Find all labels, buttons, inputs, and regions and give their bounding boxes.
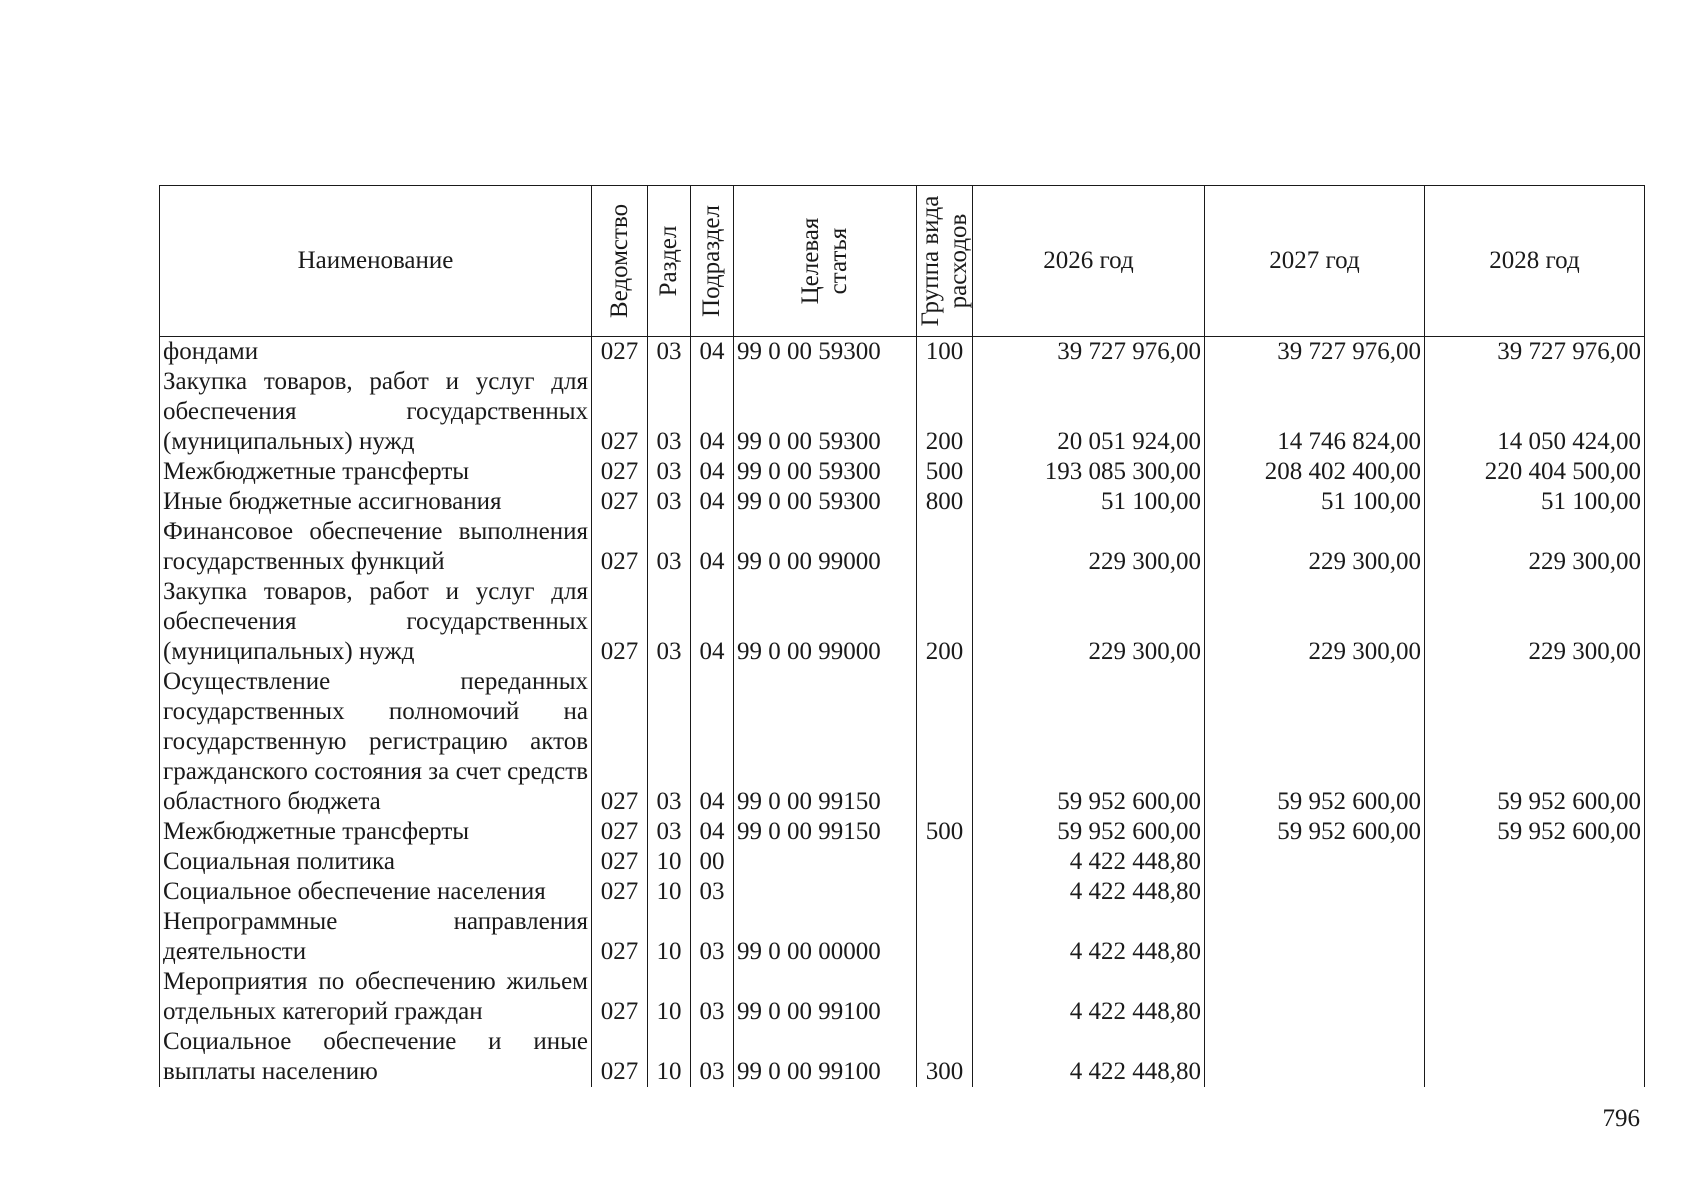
cell-2027: 229 300,00: [1205, 517, 1425, 577]
cell-vedomstvo: 027: [592, 1027, 648, 1087]
cell-2028: 229 300,00: [1425, 577, 1645, 667]
cell-2027: [1205, 877, 1425, 907]
cell-razdel: 03: [648, 367, 691, 457]
budget-table: [159, 185, 1645, 1087]
cell-podrazdel: 03: [691, 877, 734, 907]
cell-gruppa: [917, 667, 973, 817]
header-podrazdel-label: Подраздел: [698, 205, 725, 317]
cell-podrazdel: 04: [691, 487, 734, 517]
cell-tselevaya-statya: [734, 877, 917, 907]
cell-2026: 4 422 448,80: [973, 847, 1205, 877]
cell-gruppa: 200: [917, 577, 973, 667]
cell-2028: [1425, 967, 1645, 1027]
cell-tselevaya-statya: [734, 847, 917, 877]
table-row: [160, 877, 1645, 907]
cell-gruppa: [917, 967, 973, 1027]
cell-name: Межбюджетные трансферты: [160, 457, 592, 487]
cell-razdel: 10: [648, 847, 691, 877]
table-row: [160, 967, 1645, 1027]
table-row: [160, 847, 1645, 877]
header-tselevaya-statya: [734, 186, 917, 337]
cell-2028: 39 727 976,00: [1425, 337, 1645, 368]
cell-vedomstvo: 027: [592, 577, 648, 667]
cell-2027: [1205, 847, 1425, 877]
cell-2027: 208 402 400,00: [1205, 457, 1425, 487]
cell-vedomstvo: 027: [592, 487, 648, 517]
cell-razdel: 03: [648, 667, 691, 817]
cell-2026: 39 727 976,00: [973, 337, 1205, 368]
cell-2027: 51 100,00: [1205, 487, 1425, 517]
cell-tselevaya-statya: 99 0 00 99150: [734, 817, 917, 847]
cell-tselevaya-statya: 99 0 00 99150: [734, 667, 917, 817]
cell-podrazdel: 03: [691, 967, 734, 1027]
cell-gruppa: 100: [917, 337, 973, 368]
header-podrazdel: [691, 186, 734, 337]
cell-name: Социальное обеспечение и иные выплаты населению: [160, 1027, 592, 1087]
cell-vedomstvo: 027: [592, 907, 648, 967]
cell-2026: 229 300,00: [973, 517, 1205, 577]
cell-podrazdel: 04: [691, 667, 734, 817]
cell-name: Мероприятия по обеспечению жильем отдельных категорий граждан: [160, 967, 592, 1027]
cell-razdel: 03: [648, 457, 691, 487]
cell-gruppa: 500: [917, 817, 973, 847]
cell-2028: 229 300,00: [1425, 517, 1645, 577]
cell-vedomstvo: 027: [592, 337, 648, 368]
cell-2028: 59 952 600,00: [1425, 667, 1645, 817]
cell-podrazdel: 04: [691, 457, 734, 487]
table-row: [160, 487, 1645, 517]
cell-gruppa: 500: [917, 457, 973, 487]
cell-vedomstvo: 027: [592, 667, 648, 817]
table-row: [160, 1027, 1645, 1087]
cell-2027: 14 746 824,00: [1205, 367, 1425, 457]
header-vedomstvo-label: Ведомство: [605, 203, 633, 319]
header-razdel-label: Раздел: [655, 225, 682, 297]
cell-2028: 14 050 424,00: [1425, 367, 1645, 457]
cell-razdel: 10: [648, 967, 691, 1027]
cell-2026: 193 085 300,00: [973, 457, 1205, 487]
cell-razdel: 10: [648, 877, 691, 907]
header-name: Наименование: [160, 186, 592, 337]
cell-tselevaya-statya: 99 0 00 99100: [734, 1027, 917, 1087]
cell-podrazdel: 04: [691, 517, 734, 577]
header-2027: 2027 год: [1205, 186, 1425, 337]
cell-2026: 4 422 448,80: [973, 967, 1205, 1027]
cell-tselevaya-statya: 99 0 00 99100: [734, 967, 917, 1027]
cell-2028: 220 404 500,00: [1425, 457, 1645, 487]
cell-name: Социальная политика: [160, 847, 592, 877]
cell-2026: 51 100,00: [973, 487, 1205, 517]
cell-2026: 59 952 600,00: [973, 667, 1205, 817]
cell-2026: 4 422 448,80: [973, 907, 1205, 967]
cell-gruppa: [917, 847, 973, 877]
cell-2027: 39 727 976,00: [1205, 337, 1425, 368]
cell-2026: 229 300,00: [973, 577, 1205, 667]
cell-2028: [1425, 907, 1645, 967]
cell-2027: [1205, 1027, 1425, 1087]
table-row: [160, 907, 1645, 967]
cell-2028: [1425, 1027, 1645, 1087]
cell-tselevaya-statya: 99 0 00 59300: [734, 367, 917, 457]
cell-razdel: 03: [648, 487, 691, 517]
cell-vedomstvo: 027: [592, 967, 648, 1027]
cell-name: Межбюджетные трансферты: [160, 817, 592, 847]
cell-tselevaya-statya: 99 0 00 99000: [734, 577, 917, 667]
cell-2027: 229 300,00: [1205, 577, 1425, 667]
cell-tselevaya-statya: 99 0 00 59300: [734, 487, 917, 517]
header-razdel: [648, 186, 691, 337]
cell-gruppa: [917, 877, 973, 907]
table-row: [160, 517, 1645, 577]
cell-podrazdel: 04: [691, 577, 734, 667]
cell-gruppa: 800: [917, 487, 973, 517]
cell-2028: [1425, 877, 1645, 907]
cell-2026: 4 422 448,80: [973, 1027, 1205, 1087]
cell-vedomstvo: 027: [592, 877, 648, 907]
cell-gruppa: 200: [917, 367, 973, 457]
header-2028: 2028 год: [1425, 186, 1645, 337]
header-gruppa-vida-rashodov: [917, 186, 973, 337]
cell-name: Осуществление переданных государственных полномочий на государственную регистрацию актов гражданского состояния за счет средств областного бюджета: [160, 667, 592, 817]
cell-name: Закупка товаров, работ и услуг для обеспечения государственных (муниципальных) нужд: [160, 577, 592, 667]
table-row: [160, 667, 1645, 817]
cell-razdel: 03: [648, 517, 691, 577]
cell-podrazdel: 04: [691, 817, 734, 847]
table-row: [160, 817, 1645, 847]
cell-razdel: 03: [648, 337, 691, 368]
cell-podrazdel: 04: [691, 337, 734, 368]
cell-2027: 59 952 600,00: [1205, 667, 1425, 817]
cell-vedomstvo: 027: [592, 847, 648, 877]
cell-razdel: 10: [648, 1027, 691, 1087]
cell-vedomstvo: 027: [592, 517, 648, 577]
cell-tselevaya-statya: 99 0 00 00000: [734, 907, 917, 967]
cell-2026: 20 051 924,00: [973, 367, 1205, 457]
cell-vedomstvo: 027: [592, 367, 648, 457]
cell-2027: 59 952 600,00: [1205, 817, 1425, 847]
table-row: [160, 457, 1645, 487]
table-header-row: [160, 186, 1645, 337]
cell-razdel: 03: [648, 817, 691, 847]
cell-name: Непрограммные направления деятельности: [160, 907, 592, 967]
cell-razdel: 10: [648, 907, 691, 967]
cell-tselevaya-statya: 99 0 00 59300: [734, 457, 917, 487]
header-gruppa-label: Группа вида расходов: [916, 195, 972, 327]
cell-vedomstvo: 027: [592, 817, 648, 847]
table-row: [160, 337, 1645, 368]
cell-2027: [1205, 907, 1425, 967]
header-2026: 2026 год: [973, 186, 1205, 337]
table-row: [160, 577, 1645, 667]
cell-2027: [1205, 967, 1425, 1027]
cell-podrazdel: 04: [691, 367, 734, 457]
header-tselevaya-label: Целевая статья: [797, 217, 852, 305]
cell-2026: 4 422 448,80: [973, 877, 1205, 907]
cell-podrazdel: 00: [691, 847, 734, 877]
cell-vedomstvo: 027: [592, 457, 648, 487]
cell-name: Финансовое обеспечение выполнения государственных функций: [160, 517, 592, 577]
cell-tselevaya-statya: 99 0 00 99000: [734, 517, 917, 577]
cell-tselevaya-statya: 99 0 00 59300: [734, 337, 917, 368]
cell-razdel: 03: [648, 577, 691, 667]
cell-name: Иные бюджетные ассигнования: [160, 487, 592, 517]
cell-gruppa: [917, 907, 973, 967]
cell-2028: 59 952 600,00: [1425, 817, 1645, 847]
cell-name: фондами: [160, 337, 592, 368]
cell-gruppa: 300: [917, 1027, 973, 1087]
cell-podrazdel: 03: [691, 1027, 734, 1087]
cell-name: Социальное обеспечение населения: [160, 877, 592, 907]
cell-podrazdel: 03: [691, 907, 734, 967]
cell-2028: [1425, 847, 1645, 877]
cell-name: Закупка товаров, работ и услуг для обеспечения государственных (муниципальных) нужд: [160, 367, 592, 457]
cell-gruppa: [917, 517, 973, 577]
cell-2028: 51 100,00: [1425, 487, 1645, 517]
table-row: [160, 367, 1645, 457]
cell-2026: 59 952 600,00: [973, 817, 1205, 847]
page-number: 796: [1602, 1105, 1640, 1132]
header-vedomstvo: [592, 186, 648, 337]
